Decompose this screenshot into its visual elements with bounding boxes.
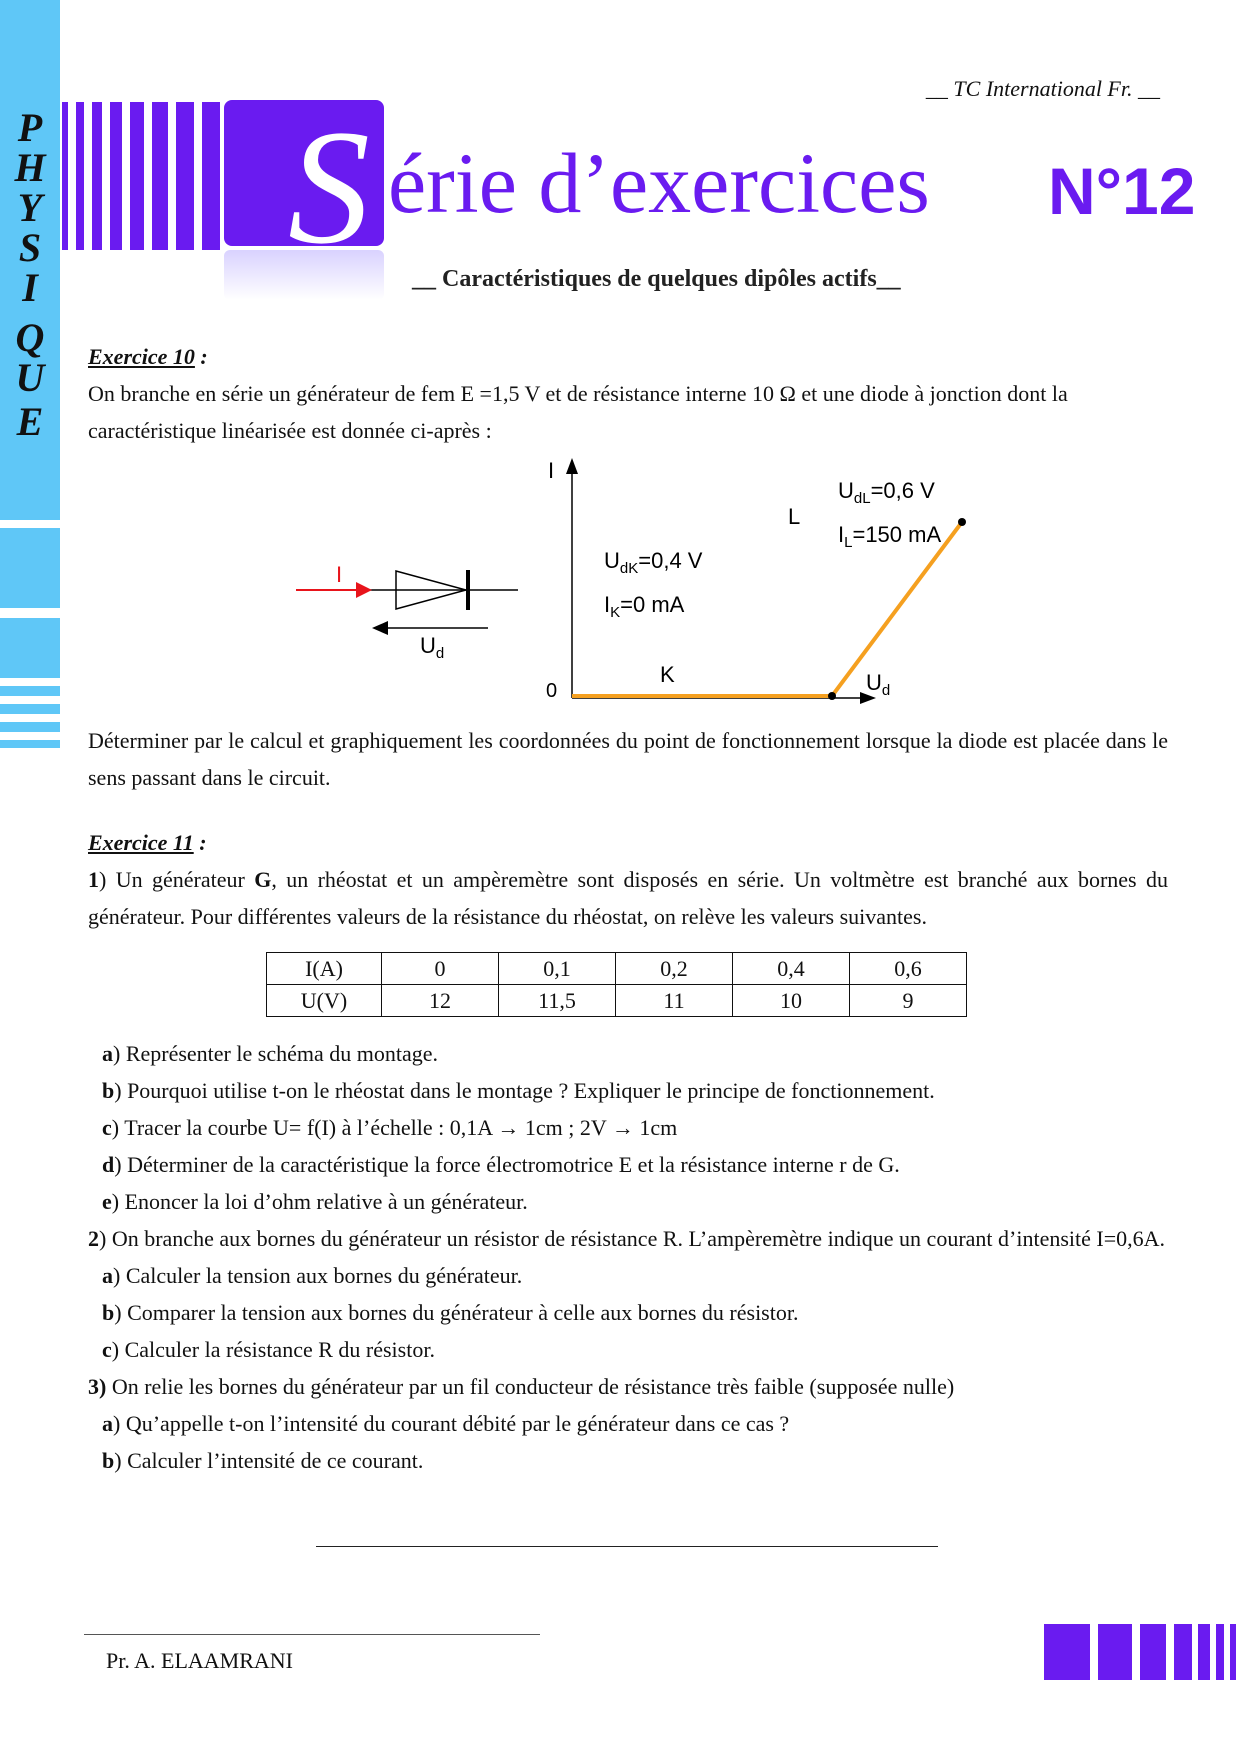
list-item: e) Enoncer la loi d’ohm relative à un générateur. — [102, 1189, 528, 1214]
sidebar-letter: E — [16, 399, 44, 444]
y-axis-arrow-icon — [566, 458, 578, 474]
voltage-arrow-icon — [372, 621, 388, 635]
k-voltage-annotation: $U_{dK}=0,4$ V — [604, 548, 703, 577]
ex11-title: Exercice 11 — [88, 830, 194, 855]
ex10-title-colon: : — [194, 344, 208, 369]
sidebar-letter: U — [15, 355, 45, 400]
point-k-label: K — [660, 662, 675, 687]
title-logo-letter: S — [288, 97, 370, 278]
ex11-part1-text: ) Un générateur — [99, 867, 255, 892]
table-cell: 0,1 — [499, 953, 616, 985]
list-item: c) Calculer la résistance R du résistor. — [102, 1337, 435, 1362]
table-cell: 12 — [382, 985, 499, 1017]
table-cell: 11,5 — [499, 985, 616, 1017]
ex11-part1-bold: G — [254, 867, 272, 892]
table-cell: U(V) — [267, 985, 382, 1017]
table-cell: 0,6 — [850, 953, 967, 985]
current-arrow-icon — [356, 582, 372, 598]
point-k-marker — [828, 692, 836, 700]
page-subtitle: __ Caractéristiques de quelques dipôles actifs__ — [412, 266, 901, 292]
list-item: a) Calculer la tension aux bornes du générateur. — [102, 1263, 523, 1288]
ex11-title-colon: : — [193, 830, 207, 855]
sidebar-letter: P — [17, 105, 43, 150]
table-cell: 11 — [616, 985, 733, 1017]
sidebar-letter: S — [18, 225, 42, 270]
table-cell: 9 — [850, 985, 967, 1017]
ex11-part2: 2) On branche aux bornes du générateur un résistor de résistance R. L’ampèremètre indique un courant d’intensité I=0,6A. — [88, 1226, 1166, 1251]
table-cell: 0 — [382, 953, 499, 985]
end-separator — [316, 1546, 938, 1547]
list-item: a) Représenter le schéma du montage. — [102, 1041, 438, 1066]
ex10-intro: On branche en série un générateur de fem E =1,5 V et de résistance interne 10 Ω et une diode à jonction dont la caractéristique linéarisée est donnée ci-après : — [88, 381, 1068, 443]
k-current-annotation: $I_K=0$ mA — [604, 592, 685, 621]
diode-voltage-label: $U_d$ — [420, 633, 445, 662]
page-title: érie d’exercices — [388, 135, 930, 231]
point-l-label: L — [788, 504, 801, 529]
sidebar-letter: H — [14, 145, 46, 190]
measurement-table — [266, 952, 967, 1017]
list-item: c) Tracer la courbe U= f(I) à l’échelle : 0,1A → 1cm ; 2V → 1cm — [102, 1115, 678, 1140]
list-item: b) Pourquoi utilise t-on le rhéostat dans le montage ? Expliquer le principe de fonctionnement. — [102, 1078, 935, 1103]
list-item: a) Qu’appelle t-on l’intensité du courant débité par le générateur dans ce cas ? — [102, 1411, 790, 1436]
sidebar-letter: Q — [15, 315, 45, 360]
ex11-part3: 3) On relie les bornes du générateur par un fil conducteur de résistance très faible (supposée nulle) — [88, 1374, 955, 1399]
origin-label: 0 — [546, 680, 558, 702]
table-cell: 10 — [733, 985, 850, 1017]
list-item: d) Déterminer de la caractéristique la force électromotrice E et la résistance interne r de G. — [102, 1152, 900, 1177]
list-item: b) Calculer l’intensité de ce courant. — [102, 1448, 424, 1473]
l-voltage-annotation: $U_{dL}=0,6$ V — [838, 478, 935, 507]
x-axis-label: $U_d$ — [866, 670, 891, 699]
ex11-questions-block — [88, 1035, 1168, 1479]
ex10-question: Déterminer par le calcul et graphiquement les coordonnées du point de fonctionnement lorsque la diode est placée dans le sens passant dans le circuit. — [88, 728, 1168, 790]
sidebar-letter: Y — [17, 185, 43, 230]
ex11-part1-rest: , un rhéostat et un ampèremètre sont disposés en série. Un voltmètre est branché aux bornes du générateur. Pour différentes valeurs de la résistance du rhéostat, on relève les valeurs suivantes. — [88, 867, 1169, 929]
table-cell: I(A) — [267, 953, 382, 985]
y-axis-label: I — [548, 458, 555, 483]
point-l-marker — [958, 518, 966, 526]
table-cell: 0,2 — [616, 953, 733, 985]
page-title-number: N°12 — [1048, 154, 1196, 228]
ex11-part1-number: 1 — [88, 867, 99, 892]
sidebar-letter: I — [22, 265, 38, 310]
footer-line — [84, 1634, 540, 1635]
ex10-title: Exercice 10 — [88, 344, 195, 369]
table-cell: 0,4 — [733, 953, 850, 985]
list-item: b) Comparer la tension aux bornes du générateur à celle aux bornes du résistor. — [102, 1300, 799, 1325]
header-tag: __ TC International Fr. __ — [925, 76, 1160, 101]
table-row — [267, 953, 967, 985]
ex11-part1 — [88, 861, 1168, 935]
footer-author: Pr. A. ELAAMRANI — [106, 1648, 294, 1673]
l-current-annotation: $I_L=150$ mA — [838, 522, 942, 551]
table-row — [267, 985, 967, 1017]
diode-current-label: I — [336, 562, 343, 587]
ex11-heading — [88, 824, 1168, 861]
